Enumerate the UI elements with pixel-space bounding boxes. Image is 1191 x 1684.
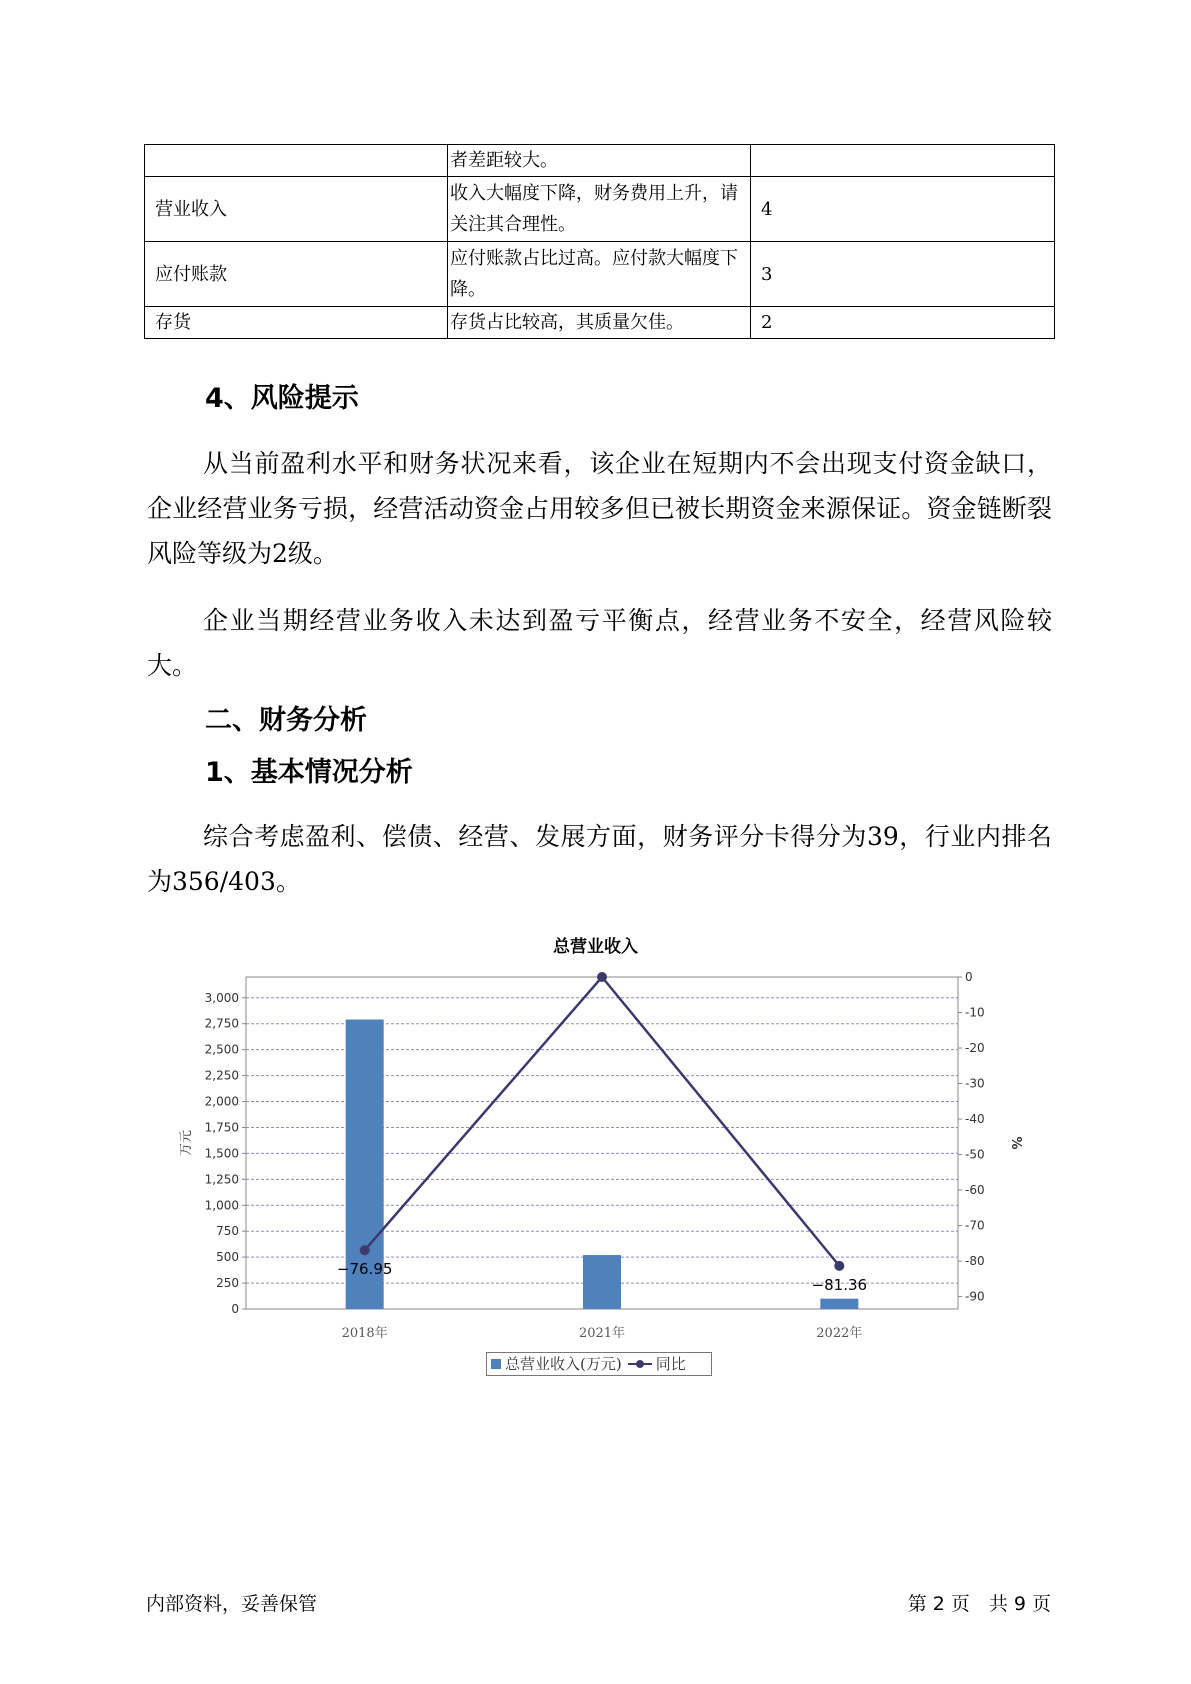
y2-tick-label: -60 xyxy=(965,1183,985,1198)
table-row xyxy=(145,177,1055,242)
table-row xyxy=(145,145,1055,177)
chart-legend xyxy=(486,1352,712,1376)
table-cell-item: 应付账款 xyxy=(145,242,448,307)
yoy-point xyxy=(360,1245,370,1255)
table-cell-item: 存货 xyxy=(145,307,448,339)
y-tick-label: 500 xyxy=(216,1250,239,1265)
x-tick-label: 2021年 xyxy=(578,1326,626,1341)
yoy-data-label: −76.95 xyxy=(336,1260,393,1279)
table-cell-desc: 者差距较大。 xyxy=(448,145,751,177)
legend-line-swatch xyxy=(628,1359,652,1369)
table-cell-item: 营业收入 xyxy=(145,177,448,242)
table-cell-item xyxy=(145,145,448,177)
section-heading-finance: 二、财务分析 xyxy=(205,705,367,736)
section-heading-risk: 4、风险提示 xyxy=(205,383,359,414)
y-tick-label: 3,000 xyxy=(204,990,239,1005)
y2-tick-label: -70 xyxy=(965,1218,985,1233)
y-tick-label: 0 xyxy=(231,1302,239,1316)
y-tick-label: 1,000 xyxy=(204,1198,239,1213)
legend-bar-swatch xyxy=(491,1359,501,1369)
finance-paragraph-1: 综合考虑盈利、偿债、经营、发展方面，财务评分卡得分为39，行业内排名为356/403。 xyxy=(147,822,1052,896)
y2-tick-label: -80 xyxy=(965,1254,985,1269)
y-tick-label: 1,500 xyxy=(204,1146,239,1161)
y-tick-label: 1,750 xyxy=(204,1120,239,1135)
y-axis-title: 万元 xyxy=(179,1129,194,1157)
y-tick-label: 2,750 xyxy=(204,1016,239,1031)
x-tick-label: 2018年 xyxy=(341,1326,388,1341)
revenue-bar xyxy=(583,1255,621,1309)
y-tick-label: 250 xyxy=(216,1276,239,1291)
y2-tick-label: -50 xyxy=(965,1147,985,1162)
subheading-basic-analysis: 1、基本情况分析 xyxy=(205,757,413,788)
table-cell-score: 3 xyxy=(751,242,1055,307)
risk-paragraph-2: 企业当期经营业务收入未达到盈亏平衡点，经营业务不安全，经营风险较大。 xyxy=(147,606,1052,680)
y2-tick-label: -90 xyxy=(965,1289,985,1304)
y2-axis-title: % xyxy=(1008,1136,1023,1150)
risk-paragraph-1: 从当前盈利水平和财务状况来看，该企业在短期内不会出现支付资金缺口，企业经营业务亏损，经营活动资金占用较多但已被长期资金来源保证。资金链断裂风险等级为2级。 xyxy=(147,449,1052,568)
y-tick-label: 2,000 xyxy=(204,1094,239,1109)
table-row xyxy=(145,242,1055,307)
table-cell-score: 2 xyxy=(751,307,1055,339)
table-row xyxy=(145,307,1055,339)
y2-tick-label: -20 xyxy=(965,1041,985,1056)
y2-tick-label: 0 xyxy=(965,970,973,984)
yoy-data-label: −81.36 xyxy=(811,1275,868,1294)
y2-tick-label: -40 xyxy=(965,1112,985,1127)
y2-tick-label: -10 xyxy=(965,1005,985,1020)
page-current: 2 xyxy=(932,1593,945,1615)
y-tick-label: 2,250 xyxy=(204,1068,239,1083)
table-cell-score xyxy=(751,145,1055,177)
chart-title: 总营业收入 xyxy=(553,937,638,957)
legend-bar-label: 总营业收入(万元) xyxy=(505,1355,622,1373)
revenue-chart xyxy=(0,950,1191,1350)
footer-page-number: 第 2 页 共 9 页 xyxy=(907,1593,1051,1615)
x-tick-label: 2022年 xyxy=(816,1326,863,1341)
revenue-bar xyxy=(820,1299,858,1309)
page-total: 9 xyxy=(1013,1593,1026,1615)
table-cell-score: 4 xyxy=(751,177,1055,242)
y-tick-label: 2,500 xyxy=(204,1042,239,1057)
yoy-point xyxy=(597,972,607,982)
legend-line-label: 同比 xyxy=(655,1355,686,1373)
table-cell-desc: 存货占比较高，其质量欠佳。 xyxy=(448,307,751,339)
footer-confidential: 内部资料，妥善保管 xyxy=(146,1593,318,1615)
risk-table xyxy=(144,144,1055,339)
y-tick-label: 1,250 xyxy=(204,1172,239,1187)
yoy-point xyxy=(834,1261,844,1271)
table-cell-desc: 收入大幅度下降，财务费用上升，请关注其合理性。 xyxy=(448,177,751,242)
table-cell-desc: 应付账款占比过高。应付款大幅度下降。 xyxy=(448,242,751,307)
y2-tick-label: -30 xyxy=(965,1076,985,1091)
y-tick-label: 750 xyxy=(216,1224,239,1239)
